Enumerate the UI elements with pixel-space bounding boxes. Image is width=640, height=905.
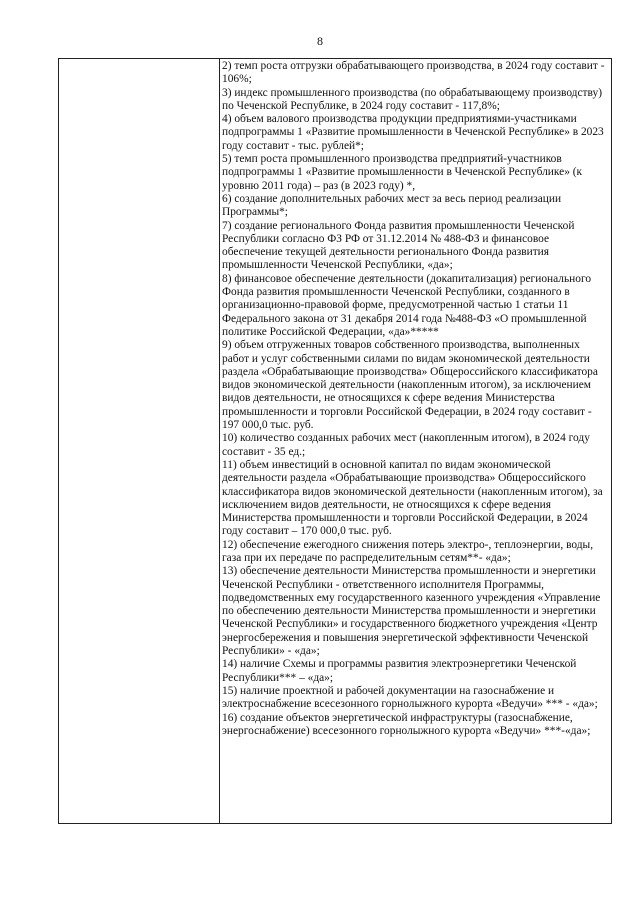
indicator-item: 14) наличие Схемы и программы развития электроэнергетики Чеченской Республики*** – «да»; (222, 658, 577, 684)
indicator-item: 7) создание регионального Фонда развития промышленности Чеченской Республики согласно ФЗ РФ от 31.12.2014 № 488-ФЗ и финансовое обеспечение текущей деятельности регионального Фонда развития промышленности Чеченской Республики, «да»; (222, 219, 575, 272)
indicator-item: 15) наличие проектной и рабочей документации на газоснабжение и электроснабжение всесезонного горнолыжного курорта «Ведучи» *** - «да»; (222, 684, 598, 711)
indicator-item: 5) темп роста промышленного производства предприятий-участников подпрограммы 1 «Развитие промышленности в Чеченской Республике» (к уровню 2011 года) – раз (в 2023 году) *, (222, 153, 583, 192)
table-left-column (59, 59, 220, 823)
indicator-item: 11) объем инвестиций в основной капитал по видам экономической деятельности раздела «Обрабатывающие производства» Общероссийского классификатора видов экономической деятельности (накопленным итогом), за исключением видов деятельности, не относящихся к сфере ведения Министерства промышленности и торговли Российской Федерации, в 2024 году составит – 170 000,0 тыс. руб. (222, 458, 603, 538)
indicator-item: 9) объем отгруженных товаров собственного производства, выполненных работ и услуг собственными силами по видам экономической деятельности раздела «Обрабатывающие производства» Общероссийского классификатора видов экономической деятельности (накопленным итогом), за исключением видов деятельности, не относящихся к сфере ведения Министерства промышленности и торговли Российской Федерации, в 2024 году составит - 197 000,0 тыс. руб. (222, 339, 598, 432)
indicator-item: 10) количество созданных рабочих мест (накопленным итогом), в 2024 году составит - 35 ед.; (222, 432, 590, 458)
table-right-column (220, 59, 611, 823)
indicator-item: 3) индекс промышленного производства (по обрабатывающему производству) по Чеченской Республике, в 2024 году составит - 117,8%; (222, 86, 602, 112)
indicator-item: 2) темп роста отгрузки обрабатывающего производства, в 2024 году составит - 106%; (222, 60, 605, 86)
indicator-item: 12) обеспечение ежегодного снижения потерь электро-, теплоэнергии, воды, газа при их передаче по распределительным сетям**- «да»; (222, 538, 594, 564)
indicators-table (58, 58, 612, 824)
indicator-item: 8) финансовое обеспечение деятельности (докапитализация) регионального Фонда развития промышленности Чеченской Республики, созданного в организационно-правовой форме, предусмотренной частью 1 статьи 11 Федерального закона от 31 декабря 2014 года №488-ФЗ «О промышленной политике Российской Федерации, «да»***** (222, 272, 592, 338)
page-number: 8 (317, 34, 323, 48)
indicator-item: 16) создание объектов энергетической инфраструктуры (газоснабжение, энергоснабжение) всесезонного горнолыжного курорта «Ведучи» ***-«да»; (222, 711, 591, 737)
indicator-item: 6) создание дополнительных рабочих мест за весь период реализации Программы*; (222, 192, 562, 219)
indicator-item: 13) обеспечение деятельности Министерства промышленности и энергетики Чеченской Республики - ответственного исполнителя Программы, подведомственных ему государственного казенного учреждения «Управление по обеспечению деятельности Министерства промышленности и энергетики Чеченской Республики» и государственного бюджетного учреждения «Центр энергосбережения и повышения энергетической эффективности Чеченской Республики» - «да»; (222, 565, 601, 658)
indicator-item: 4) объем валового производства продукции предприятиями-участниками подпрограммы 1 «Развитие промышленности в Чеченской Республике» в 2023 году составит - тыс. рублей*; (222, 113, 604, 152)
